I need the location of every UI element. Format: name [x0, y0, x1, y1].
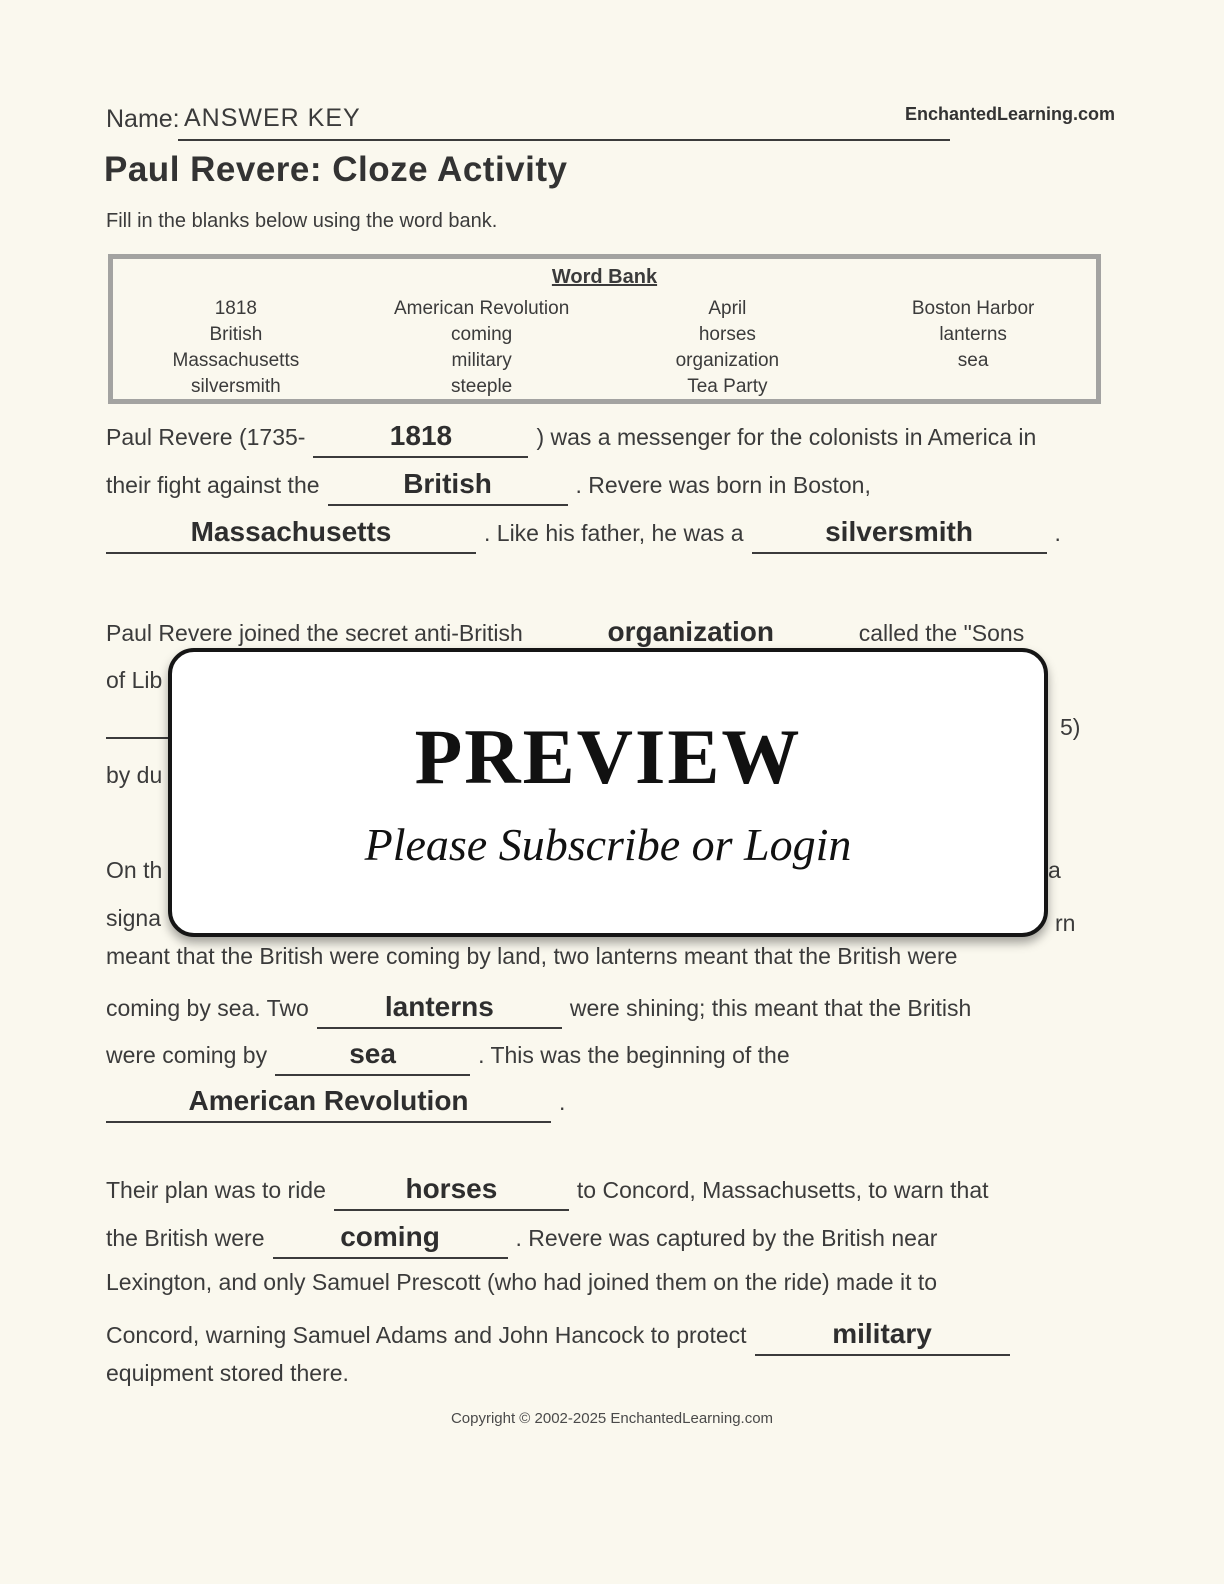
instructions-text: Fill in the blanks below using the word bank. — [106, 210, 498, 232]
word-bank-item: silversmith — [191, 376, 281, 397]
worksheet-text: Paul Revere joined the secret anti-British — [106, 620, 523, 646]
worksheet-text: 5) — [1060, 714, 1081, 740]
worksheet-text: by du — [106, 762, 163, 788]
word-bank-item: April — [708, 298, 747, 319]
word-bank-item: sea — [957, 350, 989, 371]
p3-line2-fragment-right — [1055, 910, 1075, 937]
preview-subscribe-login-text: Please Subscribe or Login — [364, 818, 852, 870]
worksheet-text: . — [1054, 520, 1061, 546]
worksheet-text: . — [559, 1089, 566, 1115]
word-bank-item — [850, 374, 1096, 400]
p4-line1 — [106, 1173, 989, 1211]
p1-line3 — [106, 516, 1061, 554]
worksheet-text: . Revere was born in Boston, — [575, 472, 871, 498]
answer-blank: military — [755, 1318, 1010, 1356]
worksheet-text: the British were — [106, 1225, 265, 1251]
p1-line2 — [106, 468, 871, 506]
answer-blank: silversmith — [752, 516, 1047, 554]
worksheet-text: Paul Revere (1735- — [106, 424, 306, 450]
p3-line3 — [106, 943, 957, 970]
worksheet-text: Concord, warning Samuel Adams and John Hancock to protect — [106, 1322, 747, 1348]
worksheet-text: their fight against the — [106, 472, 320, 498]
word-bank-item: horses — [698, 324, 756, 345]
word-bank-item: lanterns — [939, 324, 1007, 345]
p2-line3-fragment-right — [1060, 714, 1080, 741]
worksheet-text: called the "Sons — [858, 620, 1025, 646]
word-bank-item: organization — [675, 350, 780, 371]
name-label: Name: — [106, 105, 180, 133]
word-bank-item: British — [209, 324, 263, 345]
page-title: Paul Revere: Cloze Activity — [104, 150, 568, 189]
worksheet-text: equipment stored there. — [106, 1360, 349, 1386]
name-value: ANSWER KEY — [184, 104, 361, 132]
answer-blank: British — [328, 468, 568, 506]
site-logo: EnchantedLearning.com — [904, 104, 1115, 124]
worksheet-text: of Lib — [106, 667, 163, 693]
answer-blank: Massachusetts — [106, 516, 476, 554]
worksheet-text: Lexington, and only Samuel Prescott (who had joined them on the ride) made it to — [106, 1269, 938, 1295]
worksheet-text: . Revere was captured by the British near — [515, 1225, 938, 1251]
word-bank-title: Word Bank — [551, 266, 658, 288]
worksheet-text: signa — [106, 905, 161, 931]
worksheet-text: Their plan was to ride — [106, 1177, 326, 1203]
word-bank-box — [108, 254, 1101, 404]
answer-blank: lanterns — [317, 991, 562, 1029]
answer-blank: organization — [531, 616, 851, 654]
p4-line2 — [106, 1221, 937, 1259]
word-bank-item: American Revolution — [393, 298, 570, 319]
p3-line1-fragment-left — [106, 857, 162, 884]
worksheet-text: to Concord, Massachusetts, to warn that — [576, 1177, 989, 1203]
word-bank-item: Tea Party — [687, 376, 768, 397]
word-bank-item: coming — [451, 324, 513, 345]
word-bank-grid — [113, 296, 1096, 400]
p4-line5 — [106, 1360, 349, 1387]
p3-line4 — [106, 991, 971, 1029]
worksheet-text: a — [1048, 857, 1061, 883]
word-bank-item: military — [451, 350, 512, 371]
word-bank-item: Boston Harbor — [911, 298, 1035, 319]
worksheet-text: On th — [106, 857, 163, 883]
worksheet-text: were coming by — [106, 1042, 268, 1068]
p3-line5 — [106, 1038, 790, 1076]
name-underline — [178, 139, 950, 141]
word-bank-item: steeple — [450, 376, 513, 397]
answer-blank: American Revolution — [106, 1085, 551, 1123]
preview-title: PREVIEW — [414, 712, 802, 800]
answer-blank: 1818 — [313, 420, 528, 458]
answer-blank: horses — [334, 1173, 569, 1211]
preview-overlay — [168, 648, 1048, 937]
p4-line4 — [106, 1318, 1018, 1356]
p3-line6 — [106, 1085, 565, 1123]
blank-underline — [106, 736, 168, 739]
p2-line4-fragment-left — [106, 762, 162, 789]
word-bank-item: Massachusetts — [172, 350, 300, 371]
worksheet-text: were shining; this meant that the British — [569, 995, 972, 1021]
worksheet-text: . Like his father, he was a — [484, 520, 744, 546]
p4-line3 — [106, 1269, 937, 1296]
word-bank-item: 1818 — [214, 298, 258, 319]
worksheet-text: . This was the beginning of the — [478, 1042, 790, 1068]
worksheet-text: rn — [1055, 910, 1076, 936]
worksheet-text: coming by sea. Two — [106, 995, 309, 1021]
copyright-footer: Copyright © 2002-2025 EnchantedLearning.com — [450, 1410, 774, 1427]
p1-line1 — [106, 420, 1036, 458]
p3-line1-fragment-right — [1048, 857, 1061, 884]
p2-line2-fragment-left — [106, 667, 162, 694]
p3-line2-fragment-left — [106, 905, 161, 932]
worksheet-text: ) was a messenger for the colonists in America in — [536, 424, 1037, 450]
answer-blank: sea — [275, 1038, 470, 1076]
p2-line3-underline-fragment — [106, 736, 168, 739]
worksheet-text: meant that the British were coming by land, two lanterns meant that the British were — [106, 943, 958, 969]
answer-blank: coming — [273, 1221, 508, 1259]
